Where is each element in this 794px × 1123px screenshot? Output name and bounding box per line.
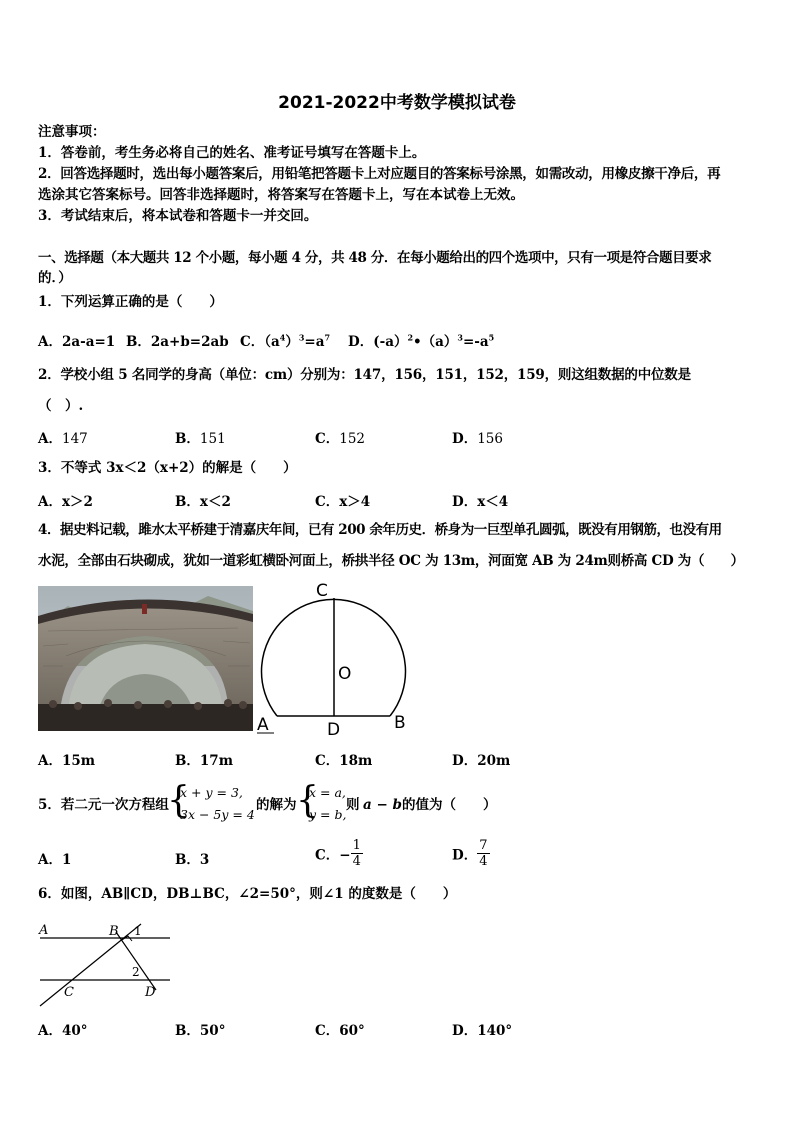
angle-2-label: 2 — [132, 965, 140, 979]
q5-option-b: B．3 — [175, 852, 210, 868]
arch-diagram — [254, 580, 414, 740]
q5-stem-end: 的值为（ ） — [402, 797, 497, 813]
notice-item-2-cont: 选涂其它答案标号。回答非选择题时，将答案写在答题卡上，写在本试卷上无效。 — [38, 187, 524, 203]
notice-item-3: 3．考试结束后，将本试卷和答题卡一并交回。 — [38, 208, 318, 224]
q6-option-d: D．140° — [452, 1023, 513, 1039]
point-b-label: B — [109, 924, 119, 939]
q5-option-d: D． $\frac{7}{4}$ — [452, 838, 488, 869]
q2-option-c: C．152 — [315, 431, 366, 447]
point-c-label: C — [64, 985, 74, 1000]
bridge-photo — [38, 586, 253, 731]
q6-option-c: C．60° — [315, 1023, 365, 1039]
q3-stem: 3．不等式 3x＜2（x+2）的解是（ ） — [38, 460, 297, 476]
q2-stem-cont: （ ）. — [38, 398, 84, 414]
q5-solution-1: x = a, — [309, 785, 346, 800]
point-a-label: A — [257, 715, 269, 735]
q5-stem-pre: 5．若二元一次方程组 — [38, 797, 169, 813]
q4-stem-cont: 水泥，全部由石块砌成，犹如一道彩虹横卧河面上，桥拱半径 OC 为 13m，河面宽 AB 为 24m则桥高 CD 为（ ） — [38, 553, 744, 569]
notice-item-1: 1．答卷前，考生务必将自己的姓名、准考证号填写在答题卡上。 — [38, 145, 426, 161]
point-d-label: D — [145, 985, 156, 1000]
notice-heading: 注意事项： — [38, 124, 106, 140]
q1-option-a: A．2a-a=1 — [38, 334, 116, 350]
point-a-label: A — [39, 923, 49, 938]
q4-option-b: B．17m — [175, 753, 233, 769]
notice-item-2: 2．回答选择题时，选出每小题答案后，用铅笔把答题卡上对应题目的答案标号涂黑，如需改动，用橡皮擦干净后，再 — [38, 166, 721, 182]
page-title: 2021-2022中考数学模拟试卷 — [278, 93, 516, 113]
q5-expression: a − b — [363, 797, 402, 813]
q5-solution-2: y = b, — [309, 807, 347, 822]
q1-option-b: B．2a+b=2ab — [126, 334, 229, 350]
q2-stem: 2．学校小组 5 名同学的身高（单位：cm）分别为：147，156，151，152，159，则这组数据的中位数是 — [38, 367, 691, 383]
q6-option-b: B．50° — [175, 1023, 226, 1039]
q5-stem-mid: 的解为 — [256, 797, 297, 813]
q6-option-a: A．40° — [38, 1023, 88, 1039]
q5-option-a: A．1 — [38, 852, 72, 868]
q2-option-a: A．147 — [38, 431, 88, 447]
section-heading: 一、选择题（本大题共 12 个小题，每小题 4 分，共 48 分．在每小题给出的四个选项中，只有一项是符合题目要求 — [38, 250, 712, 266]
q3-option-c: C．x＞4 — [315, 494, 371, 510]
q2-option-d: D．156 — [452, 431, 503, 447]
section-heading-cont: 的．） — [38, 270, 72, 286]
point-b-label: B — [394, 713, 406, 733]
q4-option-d: D．20m — [452, 753, 511, 769]
q1-option-d: D．$(-a)^2•(a)^3=-a^5$ — [348, 332, 495, 350]
point-o-label: O — [338, 664, 352, 684]
point-d-label: D — [327, 720, 341, 740]
q1-option-c: C．$(a^4)^3=a^7$ — [240, 332, 331, 350]
q3-option-a: A．x＞2 — [38, 494, 93, 510]
q4-option-c: C．18m — [315, 753, 373, 769]
angle-1-label: 1 — [134, 924, 142, 938]
q2-option-b: B．151 — [175, 431, 226, 447]
parallel-lines-diagram — [36, 918, 176, 1008]
q1-stem: 1．下列运算正确的是（ ） — [38, 294, 223, 310]
q5-stem-post: 则 — [346, 797, 360, 813]
q5-equation-1: x + y = 3, — [180, 785, 243, 800]
q3-option-b: B．x＜2 — [175, 494, 231, 510]
q5-option-c: C．− $\frac{1}{4}$ — [315, 838, 361, 869]
q6-stem: 6．如图，AB∥CD，DB⊥BC，∠2=50°，则∠1 的度数是（ ） — [38, 886, 457, 902]
q3-option-d: D．x＜4 — [452, 494, 509, 510]
q4-option-a: A．15m — [38, 753, 96, 769]
q4-stem: 4．据史料记载，雎水太平桥建于清嘉庆年间，已有 200 余年历史．桥身为一巨型单孔圆弧，既没有用钢筋，也没有用 — [38, 522, 722, 538]
point-c-label: C — [316, 581, 328, 601]
q5-equation-2: 3x − 5y = 4 — [180, 807, 255, 822]
